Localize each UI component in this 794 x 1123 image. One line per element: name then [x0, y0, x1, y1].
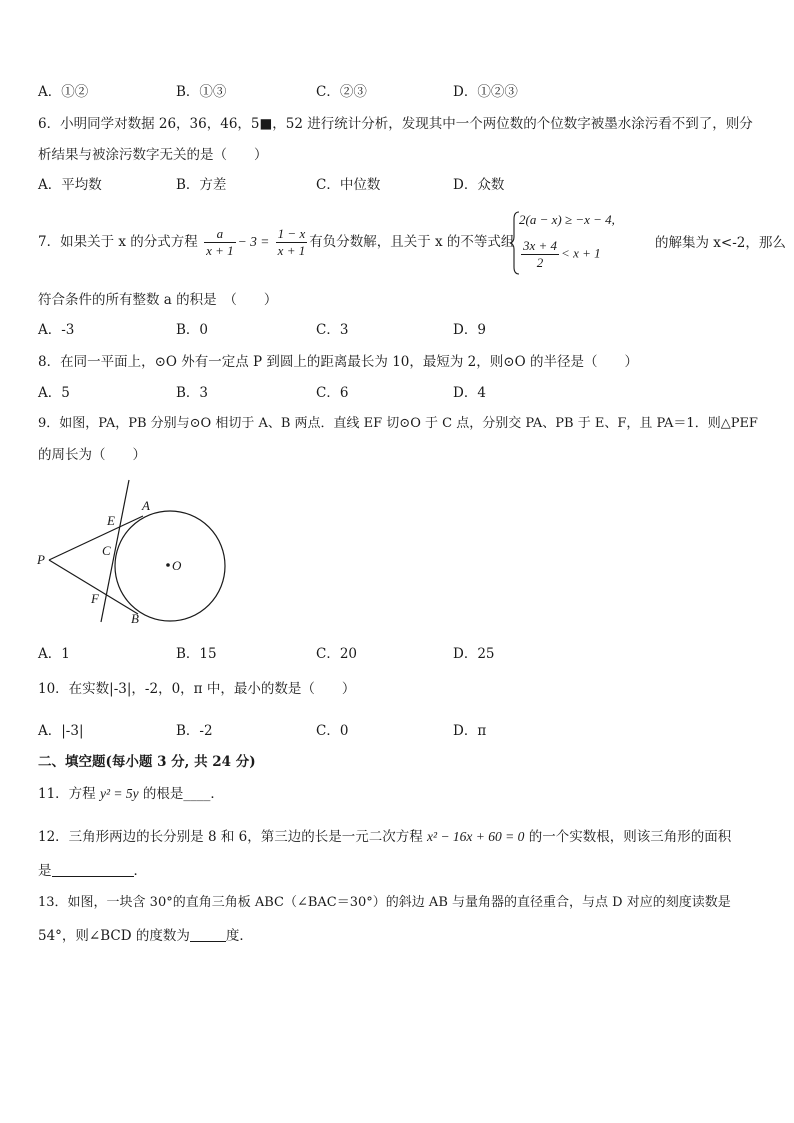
- label-a: A: [142, 498, 150, 513]
- q12-equation: x² − 16x + 60 = 0: [427, 829, 525, 844]
- q13-stem-line2: 54°，则∠BCD 的度数为 度．: [38, 928, 253, 944]
- q13-stem: 13．如图，一块含 30°的直角三角板 ABC（∠BAC＝30°）的斜边 AB 与量角器的直径重合，与点 D 对应的刻度读数是: [38, 895, 731, 910]
- q7-fraction-1: $\frac{a}{x + 1}$: [206, 226, 234, 258]
- q9-option-b[interactable]: B．15: [176, 646, 217, 662]
- q9-option-c[interactable]: C．20: [316, 646, 358, 662]
- q6-text-after: ，52 进行统计分析，发现其中一个两位数的个位数字被墨水涂污看不到了，则分: [272, 116, 753, 132]
- q12-stem: 12．三角形两边的长分别是 8 和 6，第三边的长是一元二次方程 x² − 16x + 60 = 0 的一个实数根，则该三角形的面积: [38, 829, 732, 845]
- center-dot: [166, 563, 170, 567]
- q6-option-b[interactable]: B．方差: [176, 177, 227, 193]
- q7-minus-3: − 3 =: [237, 234, 270, 249]
- q7-prefix: 7．如果关于 x 的分式方程: [38, 234, 198, 250]
- label-c: C: [102, 543, 111, 558]
- label-b: B: [131, 611, 139, 626]
- label-o: O: [172, 558, 182, 573]
- q6-text-before: 6．小明同学对数据 26，36，46，5: [38, 116, 260, 132]
- q9-option-d[interactable]: D．25: [453, 646, 495, 662]
- label-e: E: [107, 513, 115, 528]
- q8-option-b[interactable]: B．3: [176, 385, 209, 401]
- q9-tangent-figure: [30, 470, 280, 630]
- q6-stem-line2: 析结果与被涂污数字无关的是（ ）: [38, 147, 268, 163]
- q7-option-d[interactable]: D．9: [453, 322, 486, 338]
- q7-fraction-2: $\frac{1 - x}{x + 1}$: [277, 226, 306, 258]
- label-f: F: [91, 591, 99, 606]
- q5-option-c[interactable]: C．②③: [316, 84, 367, 100]
- q10-stem: 10．在实数|-3|，-2，0，π 中，最小的数是（ ）: [38, 681, 356, 697]
- q7-option-b[interactable]: B．0: [176, 322, 209, 338]
- q8-option-d[interactable]: D．4: [453, 385, 486, 401]
- q9-option-a[interactable]: A．1: [38, 646, 70, 662]
- q7-system-row-2: $\frac{3x + 4}{2}$ < x + 1: [523, 238, 601, 270]
- section-2-title: 二、填空题(每小题 3 分, 共 24 分): [38, 754, 256, 770]
- q8-option-c[interactable]: C．6: [316, 385, 349, 401]
- q7-inequality-system: [509, 211, 637, 275]
- q7-option-c[interactable]: C．3: [316, 322, 349, 338]
- q13-answer-blank[interactable]: [190, 927, 226, 942]
- q7-system-row-1: 2(a − x) ≥ −x − 4,: [519, 212, 615, 227]
- q5-option-d[interactable]: D．①②③: [453, 84, 518, 100]
- q10-option-c[interactable]: C．0: [316, 723, 349, 739]
- q10-option-d[interactable]: D．π: [453, 723, 487, 739]
- q8-option-a[interactable]: A．5: [38, 385, 70, 401]
- label-p: P: [37, 552, 45, 567]
- q11-equation: y² = 5y: [99, 786, 139, 801]
- q9-stem-line2: 的周长为（ ）: [38, 447, 146, 463]
- q7-stem: [38, 224, 514, 260]
- q7-mid-text: 有负分数解，且关于 x 的不等式组: [309, 234, 515, 250]
- ink-blot: ■: [259, 116, 273, 132]
- circle-o: [115, 511, 225, 621]
- q6-stem: [38, 114, 753, 134]
- q6-option-a[interactable]: A．平均数: [38, 177, 102, 193]
- q5-option-b[interactable]: B．①③: [176, 84, 227, 100]
- q5-option-a[interactable]: A．①②: [38, 84, 89, 100]
- q7-suffix: 的解集为 x<-2，那么: [655, 235, 786, 251]
- tangent-pa: [49, 516, 143, 560]
- q7-option-a[interactable]: A．-3: [38, 322, 75, 338]
- q12-stem-line2: 是 ．: [38, 863, 147, 879]
- q6-option-c[interactable]: C．中位数: [316, 177, 381, 193]
- q10-option-a[interactable]: A．|-3|: [38, 723, 84, 739]
- q12-answer-blank[interactable]: [52, 862, 134, 877]
- q7-stem-line2: 符合条件的所有整数 a 的积是 （ ）: [38, 292, 278, 308]
- q9-stem: 9．如图，PA，PB 分别与⊙O 相切于 A、B 两点．直线 EF 切⊙O 于 C 点，分别交 PA、PB 于 E、F，且 PA＝1．则△PEF: [38, 416, 758, 431]
- q8-stem: 8．在同一平面上，⊙O 外有一定点 P 到圆上的距离最长为 10，最短为 2，则⊙O 的半径是（ ）: [38, 354, 638, 370]
- q7-system-fraction: $\frac{3x + 4}{2}$: [523, 238, 558, 270]
- q11-stem: 11．方程 y² = 5y 的根是____．: [38, 786, 224, 802]
- q10-option-b[interactable]: B．-2: [176, 723, 213, 739]
- q6-option-d[interactable]: D．众数: [453, 177, 505, 193]
